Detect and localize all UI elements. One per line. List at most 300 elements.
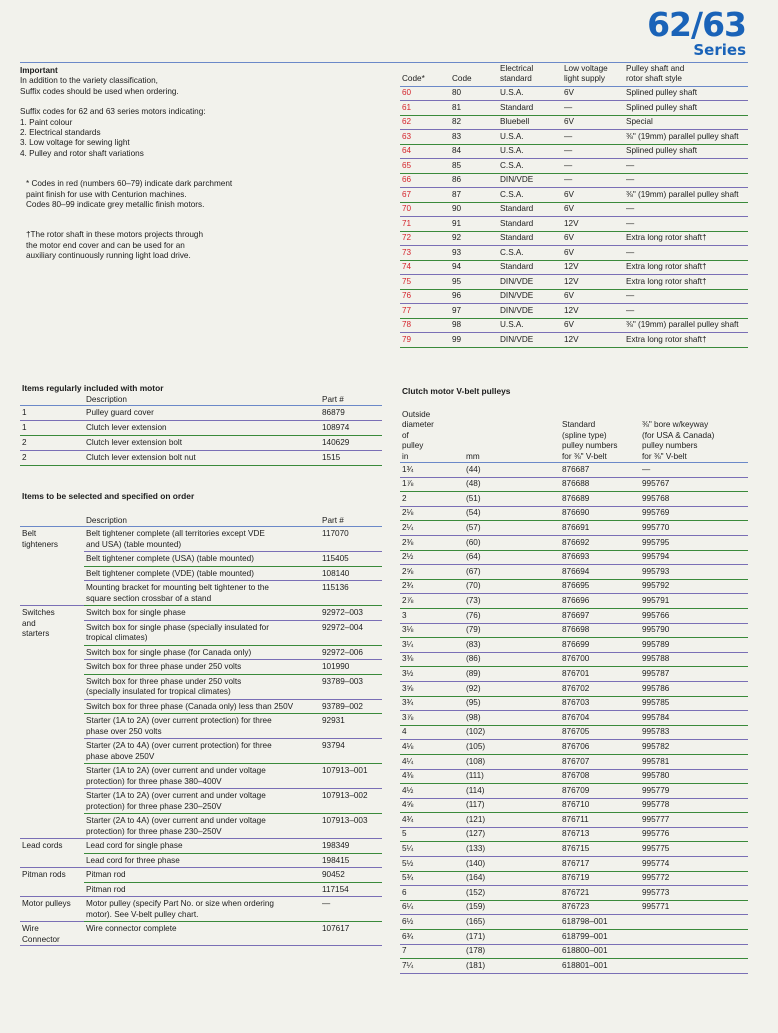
diameter-mm: (114)	[464, 784, 560, 799]
diameter-mm: (140)	[464, 857, 560, 872]
diameter-mm: (70)	[464, 579, 560, 594]
selected-row	[20, 868, 382, 883]
part-number: 93794	[320, 739, 382, 764]
part-number: 92972–006	[320, 645, 382, 660]
quantity: 2	[20, 436, 84, 451]
diameter-in: 4⅛	[400, 740, 464, 755]
bore-pulley-number: 995779	[640, 784, 748, 799]
code-grey: 96	[450, 289, 498, 304]
standard-pulley-number: 876723	[560, 900, 640, 915]
electrical-standard: U.S.A.	[498, 144, 562, 159]
diameter-mm: (76)	[464, 608, 560, 623]
diameter-mm: (121)	[464, 813, 560, 828]
code-row	[400, 318, 748, 333]
code-row	[400, 304, 748, 319]
diameter-in: 3⅛	[400, 623, 464, 638]
bore-pulley-number: 995783	[640, 725, 748, 740]
code-row	[400, 231, 748, 246]
standard-pulley-number: 876708	[560, 769, 640, 784]
pulley-row	[400, 623, 748, 638]
bore-pulley-number: 995774	[640, 857, 748, 872]
diameter-mm: (51)	[464, 492, 560, 507]
pulley-row	[400, 521, 748, 536]
pulley-row	[400, 652, 748, 667]
standard-pulley-number: 876706	[560, 740, 640, 755]
included-header-cell: Part #	[320, 395, 382, 406]
code-row	[400, 202, 748, 217]
part-number: 140629	[320, 436, 382, 451]
shaft-style: Splined pulley shaft	[624, 86, 748, 101]
diameter-mm: (117)	[464, 798, 560, 813]
diameter-in: 5½	[400, 857, 464, 872]
part-number: 198415	[320, 853, 382, 868]
part-number: 198349	[320, 839, 382, 854]
pulley-row	[400, 725, 748, 740]
bore-pulley-number	[640, 915, 748, 930]
electrical-standard: Standard	[498, 202, 562, 217]
selected-header-cell: Part #	[320, 516, 382, 527]
part-number: 107913–002	[320, 789, 382, 814]
code-row	[400, 275, 748, 290]
electrical-standard: C.S.A.	[498, 159, 562, 174]
code-red: 76	[400, 289, 450, 304]
electrical-standard: U.S.A.	[498, 318, 562, 333]
important-title: Important	[20, 66, 58, 75]
part-number: 108974	[320, 421, 382, 436]
included-title: Items regularly included with motor	[22, 383, 164, 393]
shaft-style: Splined pulley shaft	[624, 101, 748, 116]
pulley-row	[400, 798, 748, 813]
part-number: 1515	[320, 451, 382, 466]
code-red: 61	[400, 101, 450, 116]
electrical-standard: U.S.A.	[498, 86, 562, 101]
code-grey: 91	[450, 217, 498, 232]
pulley-header-cell: mm	[464, 410, 560, 463]
diameter-mm: (108)	[464, 754, 560, 769]
description: Starter (2A to 4A) (over current protection) for three phase above 250V	[84, 739, 320, 764]
description: Lead cord for three phase	[84, 853, 320, 868]
diameter-mm: (181)	[464, 959, 560, 974]
bore-pulley-number: 995794	[640, 550, 748, 565]
electrical-standard: Standard	[498, 217, 562, 232]
pulley-row	[400, 944, 748, 959]
description: Pitman rod	[84, 868, 320, 883]
part-number: 101990	[320, 660, 382, 675]
shaft-style: ⅜" (19mm) parallel pulley shaft	[624, 318, 748, 333]
bore-pulley-number: 995792	[640, 579, 748, 594]
code-header-cell: Code*	[400, 64, 450, 86]
standard-pulley-number: 876690	[560, 506, 640, 521]
diameter-mm: (86)	[464, 652, 560, 667]
part-number: 107913–001	[320, 764, 382, 789]
bore-pulley-number	[640, 959, 748, 974]
pulley-row	[400, 667, 748, 682]
diameter-in: 6¼	[400, 900, 464, 915]
code-header-cell: Low voltage light supply	[562, 64, 624, 86]
diameter-in: 2¾	[400, 579, 464, 594]
bore-pulley-number: 995790	[640, 623, 748, 638]
pulley-row	[400, 696, 748, 711]
included-header-cell	[20, 395, 84, 406]
group-label: Pitman rods	[20, 868, 84, 897]
header-rule	[20, 62, 748, 63]
code-row	[400, 246, 748, 261]
included-header-row	[20, 395, 382, 406]
bore-pulley-number: 995793	[640, 565, 748, 580]
description: Clutch lever extension bolt nut	[84, 451, 320, 466]
pulley-row	[400, 550, 748, 565]
bore-pulley-number: 995791	[640, 594, 748, 609]
code-red: 64	[400, 144, 450, 159]
standard-pulley-number: 618798–001	[560, 915, 640, 930]
code-row	[400, 130, 748, 145]
shaft-style: —	[624, 173, 748, 188]
description: Pitman rod	[84, 882, 320, 897]
pulley-row	[400, 871, 748, 886]
part-number: 108140	[320, 566, 382, 581]
selected-row	[20, 922, 382, 946]
diameter-in: 2⅞	[400, 594, 464, 609]
code-row	[400, 333, 748, 348]
pulley-header-row	[400, 410, 748, 463]
description: Belt tightener complete (VDE) (table mounted)	[84, 566, 320, 581]
diameter-mm: (133)	[464, 842, 560, 857]
description: Wire connector complete	[84, 922, 320, 946]
diameter-mm: (171)	[464, 930, 560, 945]
low-voltage: 12V	[562, 275, 624, 290]
series-number: 62/63	[647, 5, 746, 44]
standard-pulley-number: 876695	[560, 579, 640, 594]
code-row	[400, 86, 748, 101]
codes-note-line: * Codes in red (numbers 60–79) indicate dark parchment	[26, 179, 233, 189]
electrical-standard: DIN/VDE	[498, 173, 562, 188]
suffix-item: 4. Pulley and rotor shaft variations	[20, 148, 144, 158]
low-voltage: —	[562, 144, 624, 159]
code-header-cell: Electrical standard	[498, 64, 562, 86]
intro-line: Suffix codes should be used when ordering.	[20, 86, 179, 96]
included-row	[20, 421, 382, 436]
standard-pulley-number: 618801–001	[560, 959, 640, 974]
description: Lead cord for single phase	[84, 839, 320, 854]
shaft-style: —	[624, 289, 748, 304]
pulley-header-cell: Standard (spline type) pulley numbers for ⅜" V-belt	[560, 410, 640, 463]
bore-pulley-number: 995786	[640, 681, 748, 696]
diameter-in: 4⅝	[400, 798, 464, 813]
electrical-standard: DIN/VDE	[498, 333, 562, 348]
low-voltage: 6V	[562, 289, 624, 304]
group-label: Motor pulleys	[20, 897, 84, 922]
diameter-mm: (105)	[464, 740, 560, 755]
shaft-style: —	[624, 246, 748, 261]
electrical-standard: C.S.A.	[498, 246, 562, 261]
code-red: 73	[400, 246, 450, 261]
selected-row	[20, 839, 382, 854]
low-voltage: 6V	[562, 318, 624, 333]
pulley-row	[400, 536, 748, 551]
code-row	[400, 217, 748, 232]
group-label: Wire Connector	[20, 922, 84, 946]
part-number: 93789–003	[320, 674, 382, 699]
diameter-mm: (44)	[464, 463, 560, 478]
code-grey: 95	[450, 275, 498, 290]
description: Switch box for single phase	[84, 606, 320, 621]
pulley-row	[400, 813, 748, 828]
bore-pulley-number: 995766	[640, 608, 748, 623]
bore-pulley-number: 995788	[640, 652, 748, 667]
code-red: 79	[400, 333, 450, 348]
bore-pulley-number	[640, 944, 748, 959]
code-grey: 93	[450, 246, 498, 261]
bore-pulley-number: 995782	[640, 740, 748, 755]
code-header-row	[400, 64, 748, 86]
diameter-in: 6¾	[400, 930, 464, 945]
suffix-item: 1. Paint colour	[20, 117, 73, 127]
diameter-in: 3	[400, 608, 464, 623]
standard-pulley-number: 876704	[560, 711, 640, 726]
selected-header-cell	[20, 516, 84, 527]
pulley-row	[400, 842, 748, 857]
standard-pulley-number: 876721	[560, 886, 640, 901]
important-intro	[20, 76, 380, 97]
selected-row	[20, 527, 382, 552]
low-voltage: 6V	[562, 202, 624, 217]
selected-header-row	[20, 516, 382, 527]
selected-header-cell: Description	[84, 516, 320, 527]
low-voltage: —	[562, 101, 624, 116]
code-row	[400, 159, 748, 174]
bore-pulley-number: —	[640, 463, 748, 478]
bore-pulley-number: 995781	[640, 754, 748, 769]
code-red: 74	[400, 260, 450, 275]
included-header-cell: Description	[84, 395, 320, 406]
diameter-mm: (127)	[464, 827, 560, 842]
diameter-in: 2¼	[400, 521, 464, 536]
selected-table	[20, 516, 382, 946]
pulley-row	[400, 900, 748, 915]
description: Switch box for three phase (Canada only) less than 250V	[84, 699, 320, 714]
electrical-standard: Bluebell	[498, 115, 562, 130]
standard-pulley-number: 876697	[560, 608, 640, 623]
part-number: 92972–004	[320, 620, 382, 645]
bore-pulley-number: 995785	[640, 696, 748, 711]
diameter-mm: (164)	[464, 871, 560, 886]
diameter-mm: (98)	[464, 711, 560, 726]
code-grey: 87	[450, 188, 498, 203]
selected-title: Items to be selected and specified on order	[22, 491, 195, 501]
standard-pulley-number: 876692	[560, 536, 640, 551]
shaft-style: Splined pulley shaft	[624, 144, 748, 159]
shaft-style: —	[624, 217, 748, 232]
shaft-style: ⅜" (19mm) parallel pulley shaft	[624, 188, 748, 203]
diameter-mm: (178)	[464, 944, 560, 959]
important-section	[20, 66, 380, 262]
bore-pulley-number: 995770	[640, 521, 748, 536]
code-red: 77	[400, 304, 450, 319]
description: Motor pulley (specify Part No. or size when ordering motor). See V-belt pulley chart.	[84, 897, 320, 922]
code-grey: 81	[450, 101, 498, 116]
selected-row	[20, 606, 382, 621]
diameter-mm: (102)	[464, 725, 560, 740]
diameter-in: 4½	[400, 784, 464, 799]
description: Starter (1A to 2A) (over current and under voltage protection) for three phase 380–400V	[84, 764, 320, 789]
rotor-note	[20, 230, 380, 261]
standard-pulley-number: 876699	[560, 638, 640, 653]
description: Switch box for single phase (for Canada only)	[84, 645, 320, 660]
low-voltage: 12V	[562, 333, 624, 348]
shaft-style: Special	[624, 115, 748, 130]
bore-pulley-number: 995787	[640, 667, 748, 682]
code-grey: 85	[450, 159, 498, 174]
diameter-mm: (152)	[464, 886, 560, 901]
suffix-heading: Suffix codes for 62 and 63 series motors indicating:	[20, 107, 206, 117]
part-number: 115405	[320, 552, 382, 567]
suffix-item: 2. Electrical standards	[20, 128, 101, 138]
code-grey: 90	[450, 202, 498, 217]
code-row	[400, 188, 748, 203]
pulley-row	[400, 579, 748, 594]
rotor-note-line: auxiliary continuously running light load drive.	[26, 251, 191, 261]
pulley-row	[400, 711, 748, 726]
low-voltage: 12V	[562, 304, 624, 319]
electrical-standard: Standard	[498, 231, 562, 246]
bore-pulley-number: 995784	[640, 711, 748, 726]
included-row	[20, 436, 382, 451]
rotor-note-line: †The rotor shaft in these motors projects through	[26, 230, 204, 240]
diameter-mm: (54)	[464, 506, 560, 521]
diameter-mm: (159)	[464, 900, 560, 915]
shaft-style: Extra long rotor shaft†	[624, 275, 748, 290]
diameter-mm: (67)	[464, 565, 560, 580]
electrical-standard: DIN/VDE	[498, 289, 562, 304]
bore-pulley-number: 995768	[640, 492, 748, 507]
bore-pulley-number	[640, 930, 748, 945]
diameter-in: 3¾	[400, 696, 464, 711]
standard-pulley-number: 876710	[560, 798, 640, 813]
code-grey: 83	[450, 130, 498, 145]
quantity: 1	[20, 421, 84, 436]
bore-pulley-number: 995776	[640, 827, 748, 842]
standard-pulley-number: 876688	[560, 477, 640, 492]
diameter-in: 1⅞	[400, 477, 464, 492]
selected-row	[20, 897, 382, 922]
shaft-style: —	[624, 304, 748, 319]
code-red: 78	[400, 318, 450, 333]
description: Starter (2A to 4A) (over current and under voltage protection) for three phase 230–250V	[84, 814, 320, 839]
code-row	[400, 260, 748, 275]
bore-pulley-number: 995778	[640, 798, 748, 813]
description: Switch box for single phase (specially insulated for tropical climates)	[84, 620, 320, 645]
diameter-in: 3⅞	[400, 711, 464, 726]
series-word: Series	[693, 41, 746, 59]
code-grey: 98	[450, 318, 498, 333]
shaft-style: ⅜" (19mm) parallel pulley shaft	[624, 130, 748, 145]
pulley-header-cell: ⅜" bore w/keyway (for USA & Canada) pulley numbers for ⅜" V-belt	[640, 410, 748, 463]
low-voltage: 6V	[562, 86, 624, 101]
codes-note-line: Codes 80–99 indicate grey metallic finish motors.	[26, 200, 205, 210]
pulley-row	[400, 565, 748, 580]
diameter-in: 7	[400, 944, 464, 959]
code-red: 66	[400, 173, 450, 188]
low-voltage: 6V	[562, 188, 624, 203]
standard-pulley-number: 876696	[560, 594, 640, 609]
standard-pulley-number: 876691	[560, 521, 640, 536]
bore-pulley-number: 995789	[640, 638, 748, 653]
pulley-row	[400, 827, 748, 842]
standard-pulley-number: 876698	[560, 623, 640, 638]
diameter-in: 1¾	[400, 463, 464, 478]
suffix-list	[20, 118, 380, 160]
diameter-in: 3½	[400, 667, 464, 682]
pulley-row	[400, 594, 748, 609]
pulley-row	[400, 784, 748, 799]
part-number: 115136	[320, 581, 382, 606]
series-badge	[647, 5, 746, 59]
standard-pulley-number: 876689	[560, 492, 640, 507]
pulley-row	[400, 857, 748, 872]
quantity: 1	[20, 406, 84, 421]
suffix-item: 3. Low voltage for sewing light	[20, 138, 130, 148]
group-label: Lead cords	[20, 839, 84, 868]
diameter-in: 2	[400, 492, 464, 507]
standard-pulley-number: 876693	[560, 550, 640, 565]
code-grey: 84	[450, 144, 498, 159]
shaft-style: —	[624, 159, 748, 174]
intro-line: In addition to the variety classification,	[20, 76, 158, 86]
diameter-in: 2½	[400, 550, 464, 565]
pulley-row	[400, 638, 748, 653]
code-red: 62	[400, 115, 450, 130]
low-voltage: 12V	[562, 217, 624, 232]
pulley-row	[400, 886, 748, 901]
electrical-standard: Standard	[498, 260, 562, 275]
diameter-mm: (64)	[464, 550, 560, 565]
diameter-in: 5¾	[400, 871, 464, 886]
part-number: 92931	[320, 714, 382, 739]
electrical-standard: DIN/VDE	[498, 275, 562, 290]
ghost-watermark	[30, 20, 42, 52]
diameter-in: 4¼	[400, 754, 464, 769]
electrical-standard: U.S.A.	[498, 130, 562, 145]
part-number: 92972–003	[320, 606, 382, 621]
pulley-row	[400, 681, 748, 696]
code-red: 75	[400, 275, 450, 290]
pulley-table	[400, 410, 748, 974]
diameter-in: 2⅜	[400, 536, 464, 551]
pulley-row	[400, 492, 748, 507]
diameter-in: 2⅝	[400, 565, 464, 580]
diameter-mm: (111)	[464, 769, 560, 784]
code-red: 65	[400, 159, 450, 174]
code-grey: 99	[450, 333, 498, 348]
standard-pulley-number: 876715	[560, 842, 640, 857]
code-grey: 97	[450, 304, 498, 319]
diameter-in: 5	[400, 827, 464, 842]
description: Belt tightener complete (USA) (table mounted)	[84, 552, 320, 567]
diameter-in: 2⅛	[400, 506, 464, 521]
group-label: Switches and starters	[20, 606, 84, 839]
standard-pulley-number: 876713	[560, 827, 640, 842]
pulley-row	[400, 740, 748, 755]
description: Clutch lever extension bolt	[84, 436, 320, 451]
electrical-standard: DIN/VDE	[498, 304, 562, 319]
standard-pulley-number: 876700	[560, 652, 640, 667]
bore-pulley-number: 995772	[640, 871, 748, 886]
pulley-header-cell: Outside diameter of pulley in	[400, 410, 464, 463]
pulley-row	[400, 930, 748, 945]
group-label: Belt tighteners	[20, 527, 84, 606]
code-red: 67	[400, 188, 450, 203]
standard-pulley-number: 618800–001	[560, 944, 640, 959]
